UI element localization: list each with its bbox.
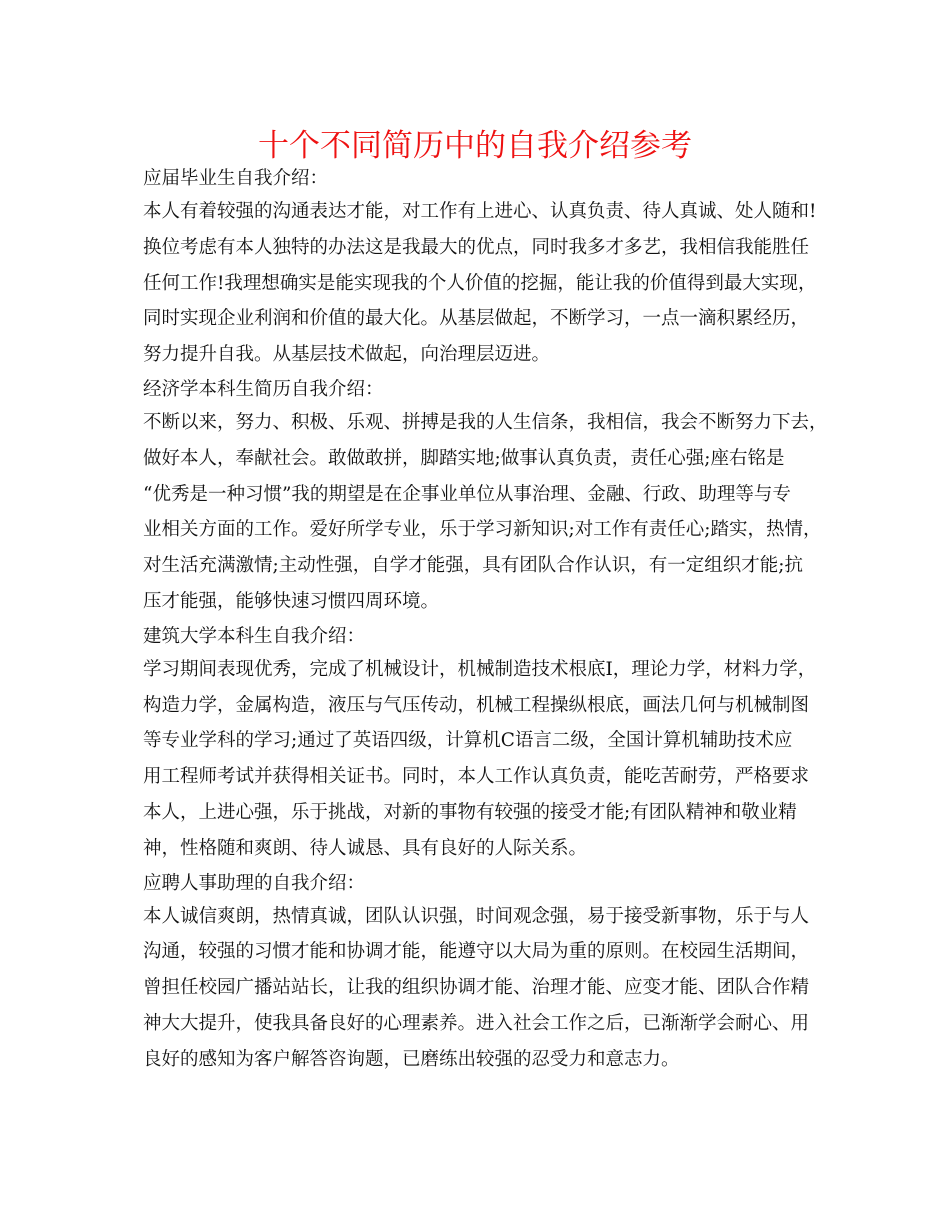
section-heading: 应聘人事助理的自我介绍： [143, 872, 366, 894]
paragraph-line: 努力提升自我。从基层技术做起，向治理层迈进。 [143, 344, 551, 366]
section-paragraph [143, 194, 833, 373]
paragraph-line: 良好的感知为客户解答咨询题，已磨练出较强的忍受力和意志力。 [143, 1048, 680, 1070]
paragraph-line: 等专业学科的学习;通过了英语四级，计算机C语言二级，全国计算机辅助技术应 [143, 730, 793, 752]
paragraph-line: 用工程师考试并获得相关证书。同时，本人工作认真负责，能吃苦耐劳，严格要求 [143, 766, 810, 788]
paragraph-line: 曾担任校园广播站站长，让我的组织协调才能、治理才能、应变才能、团队合作精 [143, 977, 810, 999]
section-graduate [143, 164, 833, 373]
paragraph-line: 业相关方面的工作。爱好所学专业，乐于学习新知识;对工作有责任心;踏实，热情， [143, 519, 822, 541]
paragraph-line: 任何工作!我理想确实是能实现我的个人价值的挖掘，能让我的价值得到最大实现， [143, 272, 817, 294]
paragraph-line: 本人，上进心强，乐于挑战，对新的事物有较强的接受才能;有团队精神和敬业精 [143, 801, 797, 823]
paragraph-line: 神，性格随和爽朗、待人诚恳、具有良好的人际关系。 [143, 837, 588, 859]
section-economics [143, 375, 833, 620]
section-hr-assistant [143, 869, 833, 1078]
paragraph-line: 做好本人，奉献社会。敢做敢拼，脚踏实地;做事认真负责，责任心强;座右铭是 [143, 447, 785, 469]
section-paragraph [143, 652, 833, 867]
document-title: 十个不同简历中的自我介绍参考 [258, 128, 692, 164]
section-paragraph [143, 405, 833, 620]
paragraph-line: “优秀是一种习惯”我的期望是在企事业单位从事治理、金融、行政、助理等与专 [143, 483, 791, 505]
paragraph-line: 本人诚信爽朗，热情真诚，团队认识强，时间观念强，易于接受新事物，乐于与人 [143, 905, 810, 927]
paragraph-line: 学习期间表现优秀，完成了机械设计，机械制造技术根底Ⅰ，理论力学，材料力学， [143, 658, 817, 680]
paragraph-line: 对生活充满激情;主动性强，自学才能强，具有团队合作认识，有一定组织才能;抗 [143, 555, 803, 577]
document-body [143, 164, 833, 1080]
paragraph-line: 压才能强，能够快速习惯四周环境。 [143, 590, 440, 612]
paragraph-line: 不断以来，努力、积极、乐观、拼搏是我的人生信条，我相信，我会不断努力下去， [143, 411, 828, 433]
section-heading: 建筑大学本科生自我介绍： [143, 625, 366, 647]
paragraph-line: 换位考虑有本人独特的办法这是我最大的优点，同时我多才多艺，我相信我能胜任 [143, 236, 810, 258]
paragraph-line: 构造力学，金属构造，液压与气压传动，机械工程操纵根底，画法几何与机械制图 [143, 694, 810, 716]
paragraph-line: 神大大提升，使我具备良好的心理素养。进入社会工作之后，已渐渐学会耐心、用 [143, 1012, 810, 1034]
paragraph-line: 本人有着较强的沟通表达才能，对工作有上进心、认真负责、待人真诚、处人随和! [143, 201, 817, 222]
section-heading: 应届毕业生自我介绍： [143, 168, 329, 189]
section-heading: 经济学本科生简历自我介绍： [143, 378, 384, 400]
paragraph-line: 同时实现企业利润和价值的最大化。从基层做起，不断学习，一点一滴积累经历， [143, 308, 810, 330]
section-paragraph [143, 899, 833, 1078]
paragraph-line: 沟通，较强的习惯才能和协调才能，能遵守以大局为重的原则。在校园生活期间， [143, 941, 810, 963]
section-architecture [143, 622, 833, 867]
